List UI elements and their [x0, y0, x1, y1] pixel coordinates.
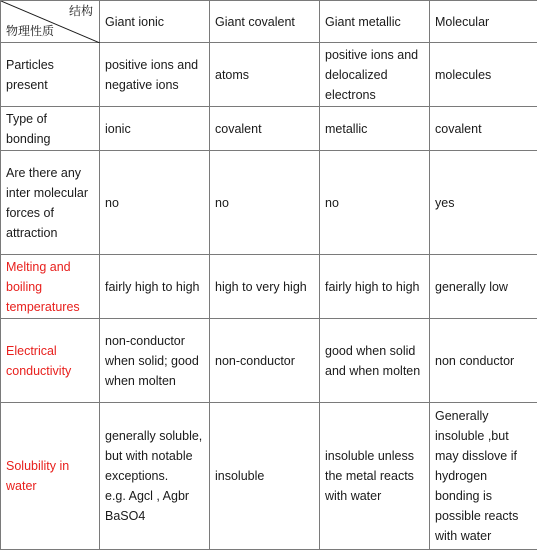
row-label-bonding: Type of bonding: [1, 107, 100, 151]
table-row: [1, 403, 537, 550]
table-cell: no: [210, 151, 320, 255]
table-cell: yes: [430, 151, 537, 255]
table-cell: no: [100, 151, 210, 255]
table-cell: insoluble: [210, 403, 320, 550]
table-cell: metallic: [320, 107, 430, 151]
table-row: [1, 107, 537, 151]
column-header-giant-ionic: Giant ionic: [100, 1, 210, 43]
table-cell: fairly high to high: [320, 255, 430, 319]
table-cell: generally soluble, but with notable exceptions. e.g. Agcl , Agbr BaSO4: [100, 403, 210, 550]
table-cell: insoluble unless the metal reacts with water: [320, 403, 430, 550]
table-cell: Generally insoluble ,but may disslove if hydrogen bonding is possible reacts with water: [430, 403, 537, 550]
row-label-solubility: Solubility in water: [1, 403, 100, 550]
table-cell: molecules: [430, 43, 537, 107]
table-cell: non-conductor: [210, 319, 320, 403]
table-cell: atoms: [210, 43, 320, 107]
column-header-giant-metallic: Giant metallic: [320, 1, 430, 43]
table-row: [1, 151, 537, 255]
table-row: [1, 319, 537, 403]
table-cell: non conductor: [430, 319, 537, 403]
table-cell: fairly high to high: [100, 255, 210, 319]
table-cell: positive ions and delocalized electrons: [320, 43, 430, 107]
table-row: [1, 255, 537, 319]
table-cell: good when solid and when molten: [320, 319, 430, 403]
header-row: [1, 1, 537, 43]
table-cell: ionic: [100, 107, 210, 151]
corner-property-label: 物理性质: [6, 24, 55, 38]
table-cell: no: [320, 151, 430, 255]
table-cell: covalent: [430, 107, 537, 151]
row-label-electrical-conductivity: Electrical conductivity: [1, 319, 100, 403]
table-cell: non-conductor when solid; good when molten: [100, 319, 210, 403]
table-cell: high to very high: [210, 255, 320, 319]
column-header-giant-covalent: Giant covalent: [210, 1, 320, 43]
column-header-molecular: Molecular: [430, 1, 537, 43]
table-row: [1, 43, 537, 107]
corner-header-cell: [1, 1, 100, 43]
table-cell: positive ions and negative ions: [100, 43, 210, 107]
row-label-particles: Particles present: [1, 43, 100, 107]
corner-structure-label: 结构: [68, 4, 93, 18]
table-cell: generally low: [430, 255, 537, 319]
table-cell: covalent: [210, 107, 320, 151]
row-label-intermolecular-forces: Are there any inter molecular forces of attraction: [1, 151, 100, 255]
row-label-melting-boiling: Melting and boiling temperatures: [1, 255, 100, 319]
